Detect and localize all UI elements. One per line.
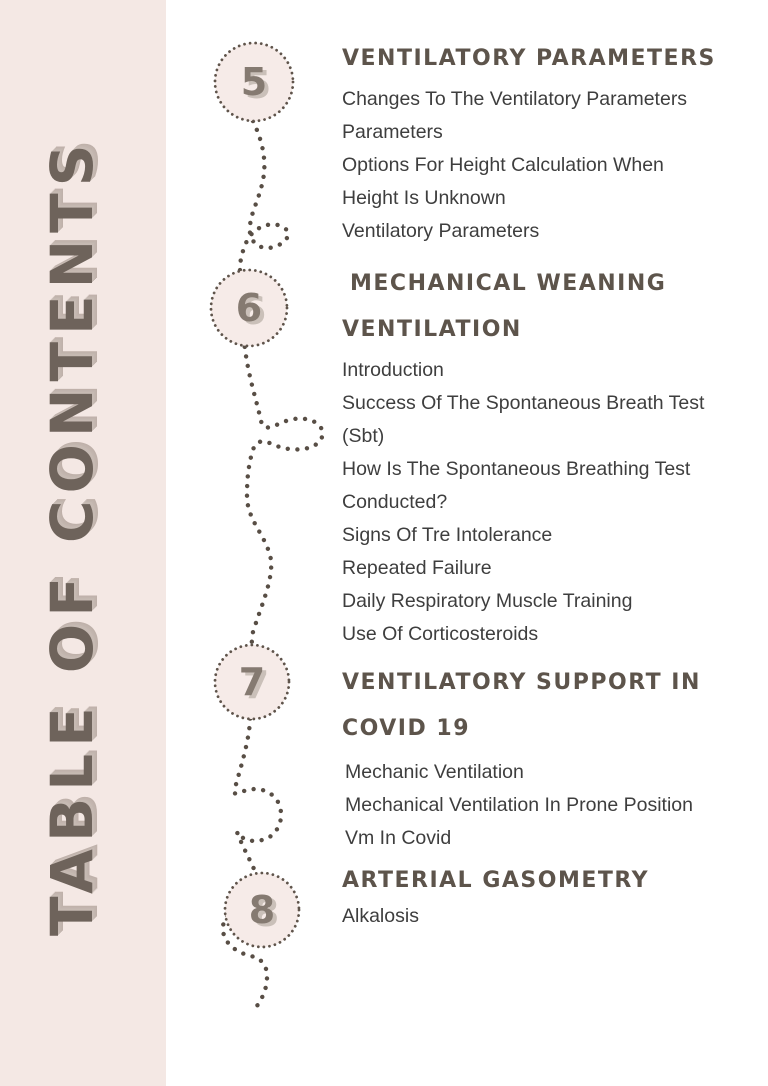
toc-entry xyxy=(342,552,742,585)
heading-line: ARTERIAL GASOMETRY xyxy=(342,868,650,893)
section-number-8: 8 xyxy=(248,888,276,932)
toc-entry xyxy=(342,453,742,519)
toc-entry-line: Height Is Unknown xyxy=(342,187,506,209)
toc-entry-line: Alkalosis xyxy=(342,905,419,927)
toc-section-6 xyxy=(342,261,742,651)
section-7-heading xyxy=(342,660,742,752)
toc-section-5 xyxy=(342,36,742,248)
section-8-entries xyxy=(342,900,742,933)
toc-entry xyxy=(345,789,742,822)
section-5-heading xyxy=(342,36,742,82)
toc-entry xyxy=(342,519,742,552)
toc-entry-line: Options For Height Calculation When xyxy=(342,154,664,176)
toc-entry xyxy=(342,618,742,651)
toc-entry xyxy=(342,585,742,618)
section-5-entries xyxy=(342,83,742,248)
toc-entry-line: Changes To The Ventilatory Parameters xyxy=(342,88,688,110)
toc-entry xyxy=(342,900,742,933)
section-number-5: 5 xyxy=(240,60,268,104)
toc-entry-line: Success Of The Spontaneous Breath Test xyxy=(342,392,705,414)
heading-line: VENTILATORY PARAMETERS xyxy=(342,46,716,71)
section-6-heading xyxy=(342,261,742,353)
toc-entry xyxy=(345,822,742,855)
toc-section-8 xyxy=(342,858,742,933)
section-number-6: 6 xyxy=(235,286,263,330)
toc-entry xyxy=(342,354,742,387)
section-7-entries xyxy=(342,756,742,855)
section-6-entries xyxy=(342,354,742,651)
page-title: TABLE OF CONTENTS xyxy=(38,137,106,936)
toc-section-7 xyxy=(342,660,742,855)
toc-entry-line: Ventilatory Parameters xyxy=(342,220,540,242)
heading-line: VENTILATORY SUPPORT IN xyxy=(342,670,701,695)
toc-entry xyxy=(342,149,742,215)
toc-entry xyxy=(345,756,742,789)
toc-entry xyxy=(342,83,742,149)
toc-entry xyxy=(342,387,742,453)
toc-entry-line: Mechanical Ventilation In Prone Position xyxy=(345,794,693,816)
heading-line: COVID 19 xyxy=(342,716,471,741)
heading-line: VENTILATION xyxy=(342,317,522,342)
section-8-heading xyxy=(342,858,742,904)
toc-entry-line: Signs Of Tre Intolerance xyxy=(342,524,553,546)
toc-entry-line: Parameters xyxy=(342,121,443,143)
toc-entry-line: Daily Respiratory Muscle Training xyxy=(342,590,633,612)
heading-line: MECHANICAL WEANING xyxy=(350,271,667,296)
toc-entry-line: Conducted? xyxy=(342,491,448,513)
toc-entry-line: Vm In Covid xyxy=(345,827,452,849)
toc-entry-line: (Sbt) xyxy=(342,425,385,447)
toc-entry-line: How Is The Spontaneous Breathing Test xyxy=(342,458,691,480)
section-number-7: 7 xyxy=(238,660,266,704)
toc-entry-line: Introduction xyxy=(342,359,444,381)
toc-entry-line: Repeated Failure xyxy=(342,557,492,579)
toc-entry xyxy=(342,215,742,248)
toc-entry-line: Use Of Corticosteroids xyxy=(342,623,539,645)
toc-entry-line: Mechanic Ventilation xyxy=(345,761,524,783)
